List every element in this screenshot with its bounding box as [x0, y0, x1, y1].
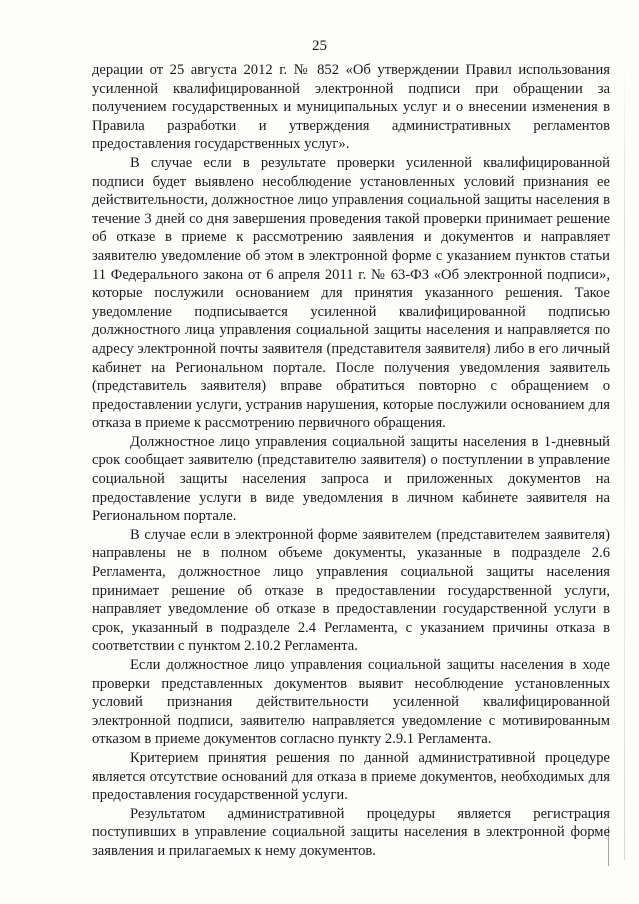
paragraph-2: В случае если в результате проверки усиленной квалифицированной подписи будет выявлено несоблюдение установленных условий признания ее действительности, должностное лицо управления социальной защиты населения в течение 3 дней со дня завершения проведения такой проверки принимает решение об отказе в приеме к рассмотрению заявления и документов и направляет заявителю уведомление об этом в электронной форме с указанием пунктов статьи 11 Федерального закона от 6 апреля 2011 г. № 63-ФЗ «Об электронной подписи», которые послужили основанием для принятия указанного решения. Такое уведомление подписывается усиленной квалифицированной подписью должностного лица управления социальной защиты населения и направляется по адресу электронной почты заявителя (представителя заявителя) либо в его личный кабинет на Региональном портале. После получения уведомления заявитель (представитель заявителя) вправе обратиться повторно с обращением о предоставлении услуги, устранив нарушения, которые послужили основанием для отказа в приеме к рассмотрению первичного обращения.: [92, 154, 610, 432]
paragraph-3: Должностное лицо управления социальной защиты населения в 1-дневный срок сообщает заявителю (представителю заявителя) о поступлении в управление социальной защиты населения запроса и приложенных документов на предоставление услуги в виде уведомления в личном кабинете заявителя на Региональном портале.: [92, 433, 610, 525]
scan-margin-mark: [608, 826, 609, 866]
scan-edge-line: [624, 60, 625, 860]
body-text: [92, 61, 610, 861]
paragraph-1: дерации от 25 августа 2012 г. № 852 «Об утверждении Правил использования усиленной квалифицированной электронной подписи при обращении за получением государственных и муниципальных услуг и о внесении изменения в Правила разработки и утверждения административных регламентов предоставления государственных услуг».: [92, 62, 610, 153]
paragraph-5: Если должностное лицо управления социальной защиты населения в ходе проверки представленных документов выявит несоблюдение установленных условий признания действительности усиленной квалифицированной электронной подписи, заявителю направляется уведомление с мотивированным отказом в приеме документов согласно пункту 2.9.1 Регламента.: [92, 657, 610, 748]
page-number: 25: [312, 38, 327, 54]
paragraph-4: В случае если в электронной форме заявителем (представителем заявителя) направлены не в полном объеме документы, указанные в подразделе 2.6 Регламента, должностное лицо управления социальной защиты населения принимает решение об отказе в предоставлении государственной услуги, направляет уведомление об отказе в предоставлении государственной услуги в срок, указанный в подразделе 2.4 Регламента, с указанием причины отказа в соответствии с пунктом 2.10.2 Регламента.: [92, 526, 610, 655]
paragraph-6: Критерием принятия решения по данной административной процедуре является отсутствие оснований для отказа в приеме документов, необходимых для предоставления государственной услуги.: [92, 749, 610, 804]
paragraph-7: Результатом административной процедуры является регистрация поступивших в управление социальной защиты населения в электронной форме заявления и прилагаемых к нему документов.: [92, 805, 610, 859]
